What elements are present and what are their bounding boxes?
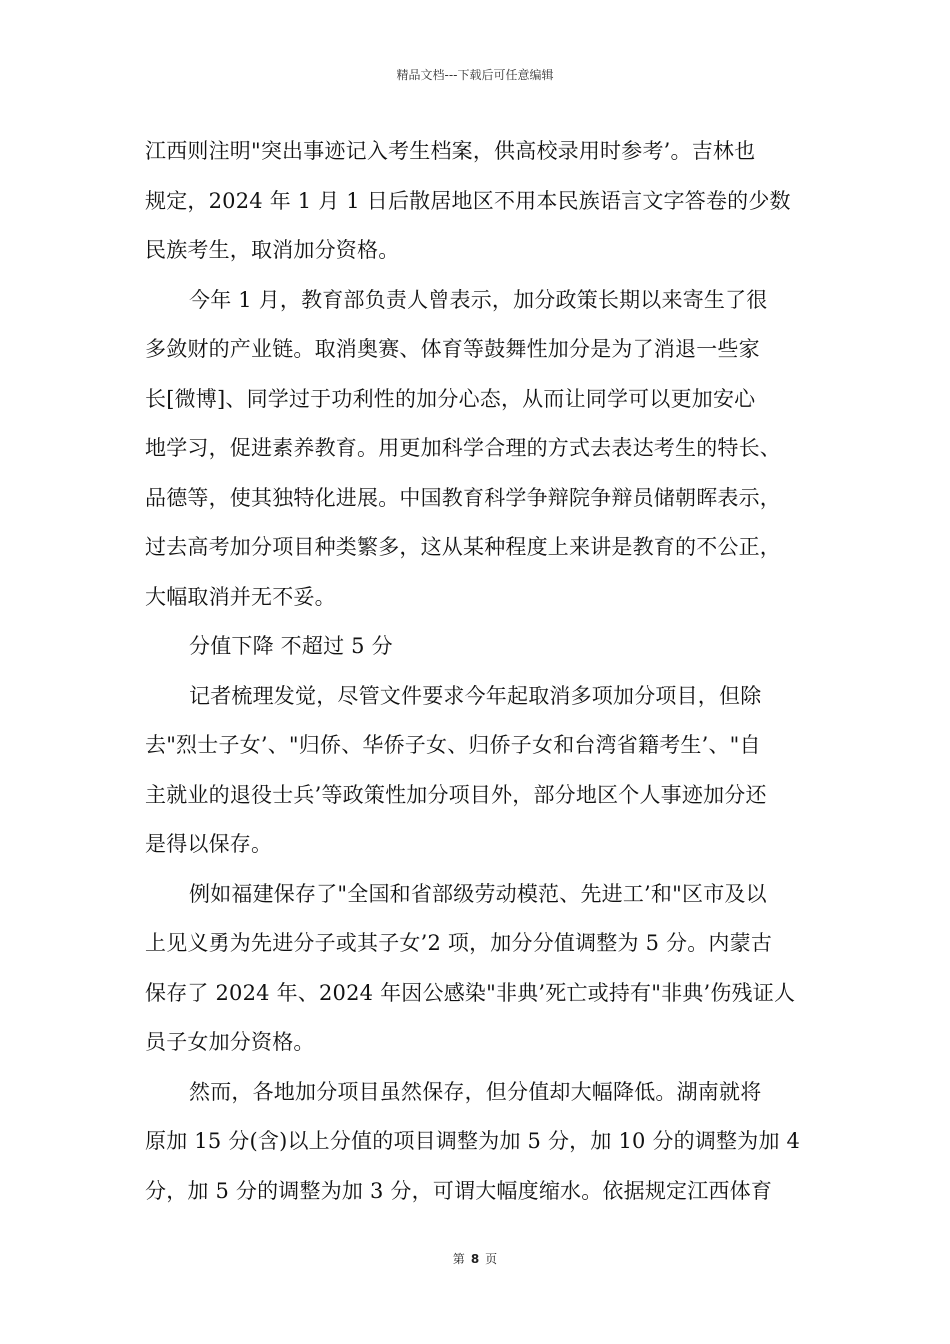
- page-number: 8: [470, 1252, 480, 1266]
- document-body: [145, 127, 815, 1216]
- section-heading: 分值下降 不超过 5 分: [189, 634, 393, 658]
- page-number-suffix: 页: [485, 1252, 498, 1266]
- page-number-prefix: 第: [452, 1252, 465, 1266]
- paragraph-3: 记者梳理发觉，尽管文件要求今年起取消多项加分项目，但除 去"烈士子女’、"归侨、华侨子女、归侨子女和台湾省籍考生’、"自 主就业的退役士兵’等政策性加分项目外，部分地区个人事迹加分还 是得以保存。: [145, 683, 767, 856]
- paragraph-1: 江西则注明"突出事迹记入考生档案，供高校录用时参考’。吉林也 规定，2024 年 1 月 1 日后散居地区不用本民族语言文字答卷的少数 民族考生，取消加分资格。: [145, 139, 791, 262]
- paragraph-5: 然而，各地加分项目虽然保存，但分值却大幅降低。湖南就将 原加 15 分(含)以上分值的项目调整为加 5 分，加 10 分的调整为加 4 分，加 5 分的调整为加 3 分，可谓大幅度缩水。依据规定江西体育: [145, 1079, 801, 1203]
- paragraph-2: 今年 1 月，教育部负责人曾表示，加分政策长期以来寄生了很 多敛财的产业链。取消奥赛、体育等鼓舞性加分是为了消退一些家 长[微博]、同学过于功利性的加分心态，从而让同学可以更加安心 地学习，促进素养教育。用更加科学合理的方式去表达考生的特长、 品德等，使其独特化进展。中国教育科学争辩院争辩员储朝晖表示， 过去高考加分项目种类繁多，这从某种程度上来讲是教育的不公正， 大幅取消并无不妥。: [145, 287, 781, 609]
- page-header: 精品文档---下载后可任意编辑: [396, 68, 554, 82]
- page-footer: [0, 1250, 950, 1267]
- paragraph-4: 例如福建保存了"全国和省部级劳动模范、先进工’和"区市及以 上见义勇为先进分子或其子女’2 项，加分分值调整为 5 分。内蒙古 保存了 2024 年、2024 年因公感染"非典’死亡或持有"非典’伤残证人 员子女加分资格。: [145, 881, 796, 1054]
